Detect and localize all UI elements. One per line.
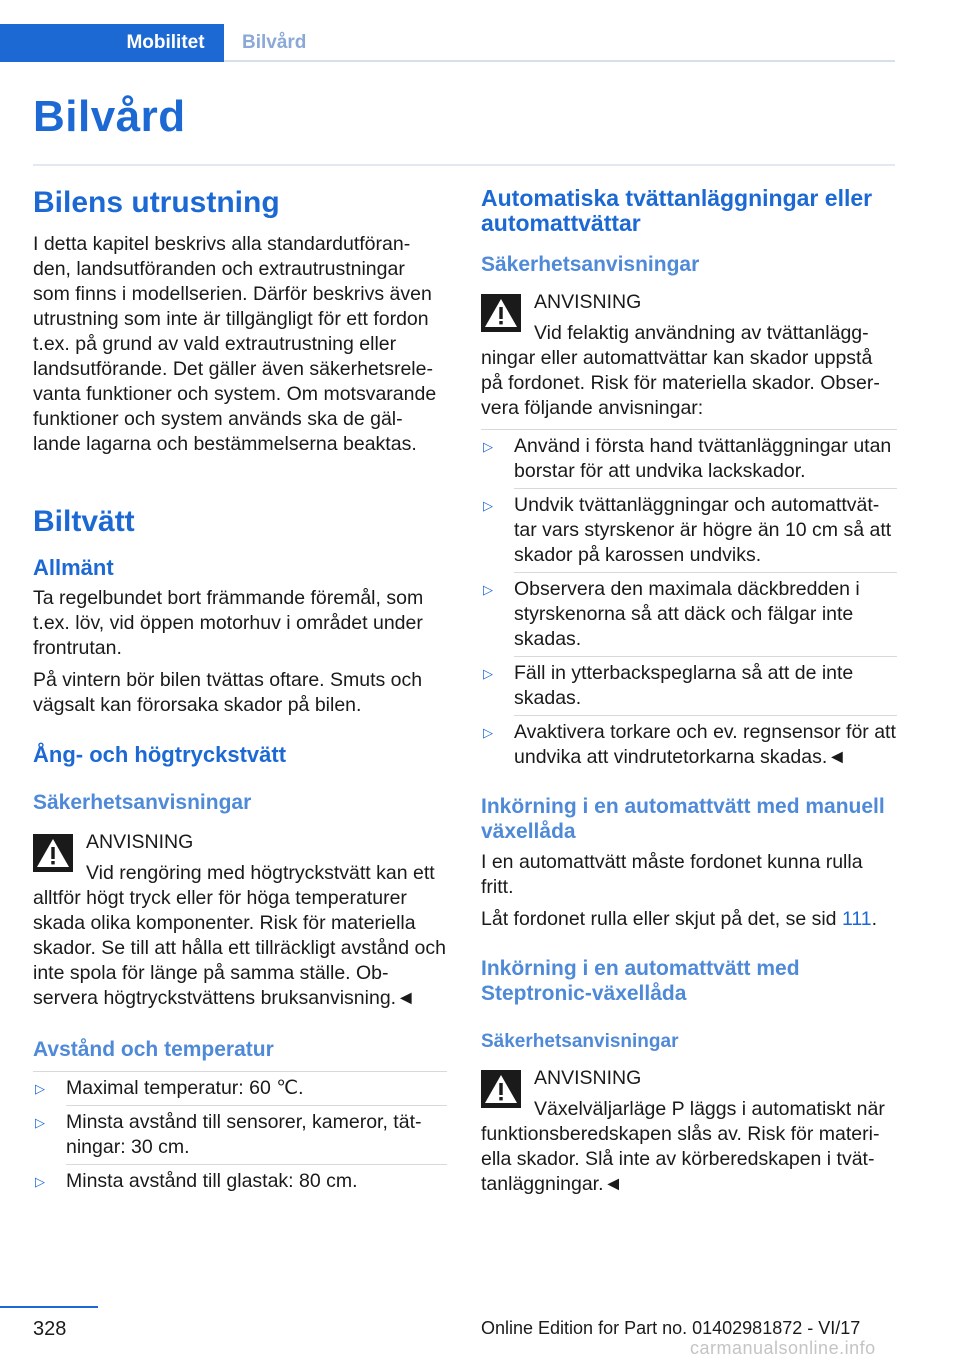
triangle-right-icon: ▷ [35,1081,45,1096]
warning-triangle-icon [481,294,521,332]
list-item: ▷ Minsta avstånd till glastak: 80 cm. [35,1170,358,1192]
heading-bilens-utrustning: Bilens utrustning [33,186,280,219]
warning-triangle-icon [33,834,73,872]
triangle-right-icon: ▷ [483,439,493,454]
title-divider [33,164,895,166]
warning-triangle-icon [481,1070,521,1108]
header-accent [0,24,107,62]
heading-inkorning-steptronic: Inkörning i en automattvätt med Steptronic-växellåda [481,957,800,1005]
list-item: ▷ Använd i första hand tvättanläggningar utan borstar för att undvika lackskador. [483,435,892,482]
heading-sakerhetsanvisningar-3: Säkerhetsanvisningar [481,1031,679,1052]
warning-label: ANVISNING [534,1067,642,1089]
warning-block-3 [481,1066,897,1197]
triangle-right-icon: ▷ [483,498,493,513]
list-item: ▷ Fäll in ytterbackspeglarna så att de inte skadas. [483,662,854,709]
left-column [33,182,447,1198]
warning-text: Växelväljarläge P läggs i automatiskt när funktionsberedskapen slås av. Risk för materi- ella skador. Slå inte av körberedskapen i tvät- tanläggningar.◄ [481,1098,885,1195]
triangle-right-icon: ▷ [483,666,493,681]
header-tabbar [0,24,895,62]
list-item: ▷ Avaktivera torkare och ev. regnsensor för att undvika att vindrutetorkarna skadas.◄ [483,721,896,768]
list-item: ▷ Maximal temperatur: 60 ℃. [35,1077,304,1099]
inkorning-paragraph-2: Låt fordonet rulla eller skjut på det, se sid 111. [481,908,878,930]
warning-label: ANVISNING [86,831,194,853]
heading-biltvatt: Biltvätt [33,505,135,538]
footer-accent-line [0,1306,98,1308]
anvisningar-list [481,430,897,774]
tab-bilvard[interactable]: Bilvård [242,32,307,53]
warning-block-2 [481,290,897,421]
heading-avstand-temperatur: Avstånd och temperatur [33,1038,274,1061]
warning-label: ANVISNING [534,291,642,313]
heading-allmant: Allmänt [33,555,114,580]
warning-block-1 [33,830,447,1011]
triangle-right-icon: ▷ [483,725,493,740]
list-item: ▷ Minsta avstånd till sensorer, kameror, tät- ningar: 30 cm. [35,1111,422,1158]
heading-sakerhetsanvisningar-1: Säkerhetsanvisningar [33,791,252,814]
list-item: ▷ Undvik tvättanläggningar och automattvät- tar vars styrskenor är högre än 10 cm så att skador på karossen undviks. [483,494,892,566]
avstand-list [33,1072,447,1198]
heading-sakerhetsanvisningar-2: Säkerhetsanvisningar [481,253,700,276]
right-column [481,182,897,1197]
allmant-paragraph-2: På vintern bör bilen tvättas oftare. Smuts och vägsalt kan förorsaka skador på bilen. [33,669,423,716]
triangle-right-icon: ▷ [35,1174,45,1189]
warning-text: Vid felaktig användning av tvättanlägg- ningar eller automattvättar kan skador uppstå på fordonet. Risk för materiella skador. Obser- vera följande anvisningar: [481,322,880,419]
triangle-right-icon: ▷ [35,1115,45,1130]
tab-mobilitet[interactable]: Mobilitet [107,24,224,62]
allmant-paragraph-1: Ta regelbundet bort främmande föremål, som t.ex. löv, vid öppen motorhuv i området under frontrutan. [33,587,424,659]
heading-automatiska-tvattanlaggningar: Automatiska tvättanläggningar eller automattvättar [481,185,873,236]
list-item: ▷ Observera den maximala däckbredden i styrskenorna så att däck och fälgar inte skadas. [483,578,860,650]
watermark: carmanualsonline.info [690,1338,876,1358]
warning-text: Vid rengöring med högtryckstvätt kan ett alltför högt tryck eller för höga temperaturer skada olika komponenter. Risk för materiella skador. Se till att hålla ett tillräckligt avstånd och inte spola för länge på samma ställe. Ob- servera högtryckstvättens bruksanvisning.◄ [33,862,446,1009]
page-reference-link[interactable]: 111 [841,908,872,930]
intro-paragraph: I detta kapitel beskrivs alla standardutföran- den, landsutföranden och extrautrustningar som finns i modellserien. Därför beskrivs även utrustning som inte är tillgängligt för ett fordon t.ex. på grund av vald extrautrustning eller landsutförande. Det gäller även säkerhetsrele- vanta funktioner och system. Om motsvarande funktioner och system används ska de gäl- lande lagarna och bestämmelserna beaktas. [33,233,437,455]
triangle-right-icon: ▷ [483,582,493,597]
page-title: Bilvård [33,92,186,141]
inkorning-paragraph-1: I en automattvätt måste fordonet kunna rulla fritt. [481,851,863,898]
footer-edition: Online Edition for Part no. 01402981872 - VI/17 [481,1318,861,1338]
heading-ang-hogtryckstvatt: Ång- och högtryckstvätt [33,742,287,767]
heading-inkorning-manuell: Inkörning i en automattvätt med manuell växellåda [481,795,885,843]
page-number: 328 [33,1318,67,1340]
